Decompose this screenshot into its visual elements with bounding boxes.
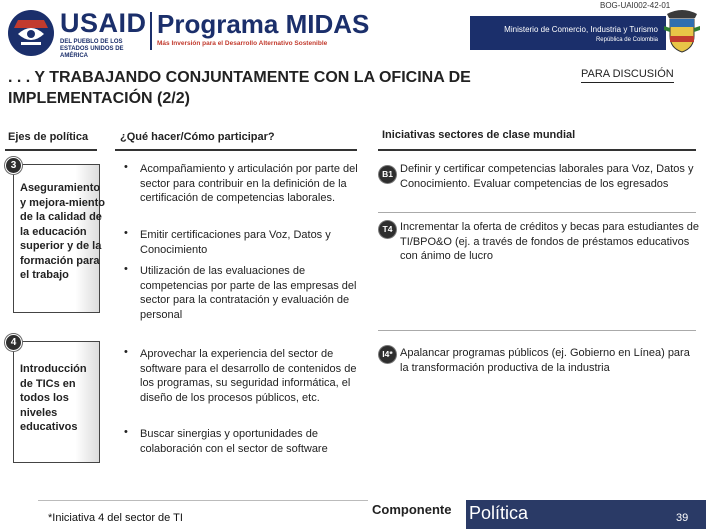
bullet-icon: •: [124, 161, 128, 173]
initiative-text: Definir y certificar competencias laborales para Voz, Datos y Conocimiento. Evaluar competencias de los egresados: [400, 163, 694, 190]
header-rule: [5, 149, 97, 151]
header-rule: [115, 149, 357, 151]
usaid-wordmark: USAID: [60, 8, 147, 38]
column-header-ejes: Ejes de política: [8, 131, 89, 143]
program-name: Programa MIDAS: [157, 9, 370, 39]
footnote: *Iniciativa 4 del sector de TI: [48, 512, 183, 524]
axis-text: Introducción de TICs en todos los niveles educativos: [20, 363, 87, 433]
bullet-icon: •: [124, 346, 128, 358]
axis-number-badge: 4: [5, 334, 22, 351]
ministry-name: Ministerio de Comercio, Industria y Turismo: [504, 25, 658, 34]
page-title: . . . Y TRABAJANDO CONJUNTAMENTE CON LA OFICINA DE IMPLEMENTACIÓN (2/2): [8, 69, 471, 107]
bullet-icon: •: [124, 426, 128, 438]
action-item: Aprovechar la experiencia del sector de software para el desarrollo de contenidos de los programas, su seguridad informática, el diseño de los procesos públicos, etc.: [140, 348, 357, 404]
bullet-icon: •: [124, 263, 128, 275]
component-label: Componente: [372, 502, 452, 517]
initiative-text: Incrementar la oferta de créditos y becas para estudiantes de TI/BPO&O (ej. a través de fondos de préstamos educativos con ánimo de lucro: [400, 221, 700, 262]
initiative-divider: [378, 330, 696, 331]
action-item: Utilización de las evaluaciones de competencias por parte de las empresas del sector para la contratación y evaluación de personal: [140, 265, 357, 321]
discussion-tag: PARA DISCUSIÓN: [581, 67, 674, 83]
initiative-badge: B1: [379, 166, 396, 183]
initiative-text: Apalancar programas públicos (ej. Gobierno en Línea) para la transformación productiva de la industria: [400, 347, 690, 374]
axis-number-badge: 3: [5, 157, 22, 174]
initiative-badge: T4: [379, 221, 396, 238]
component-name: Política: [469, 503, 529, 523]
header-rule: [378, 149, 696, 151]
initiative-badge: I4*: [379, 346, 396, 363]
usaid-logo: [6, 8, 56, 58]
document-code: BOG-UAI002-42-01: [600, 1, 671, 10]
program-tagline: Más Inversión para el Desarrollo Alternativo Sostenible: [157, 40, 328, 47]
action-item: Buscar sinergias y oportunidades de colaboración con el sector de software: [140, 428, 328, 455]
page-number: 39: [676, 512, 689, 524]
republic-name: República de Colombia: [595, 37, 658, 43]
bullet-icon: •: [124, 227, 128, 239]
usaid-tagline: DEL PUEBLO DE LOS ESTADOS UNIDOS DE AMÉRICA: [60, 39, 124, 59]
action-item: Emitir certificaciones para Voz, Datos y Conocimiento: [140, 229, 331, 256]
column-header-que-hacer: ¿Qué hacer/Cómo participar?: [120, 131, 275, 143]
footnote-divider: [38, 500, 368, 501]
axis-text: Aseguramiento y mejora-miento de la calidad de la educación superior y de la formación para el trabajo: [20, 182, 105, 281]
initiative-divider: [378, 212, 696, 213]
action-item: Acompañamiento y articulación por parte del sector para contribuir en la definición de la certificación de competencias laborales.: [140, 163, 358, 204]
usaid-seal-icon: [6, 8, 56, 58]
logo-divider: [150, 12, 152, 50]
colombia-crest-icon: [663, 6, 701, 56]
column-header-iniciativas: Iniciativas sectores de clase mundial: [382, 129, 576, 141]
